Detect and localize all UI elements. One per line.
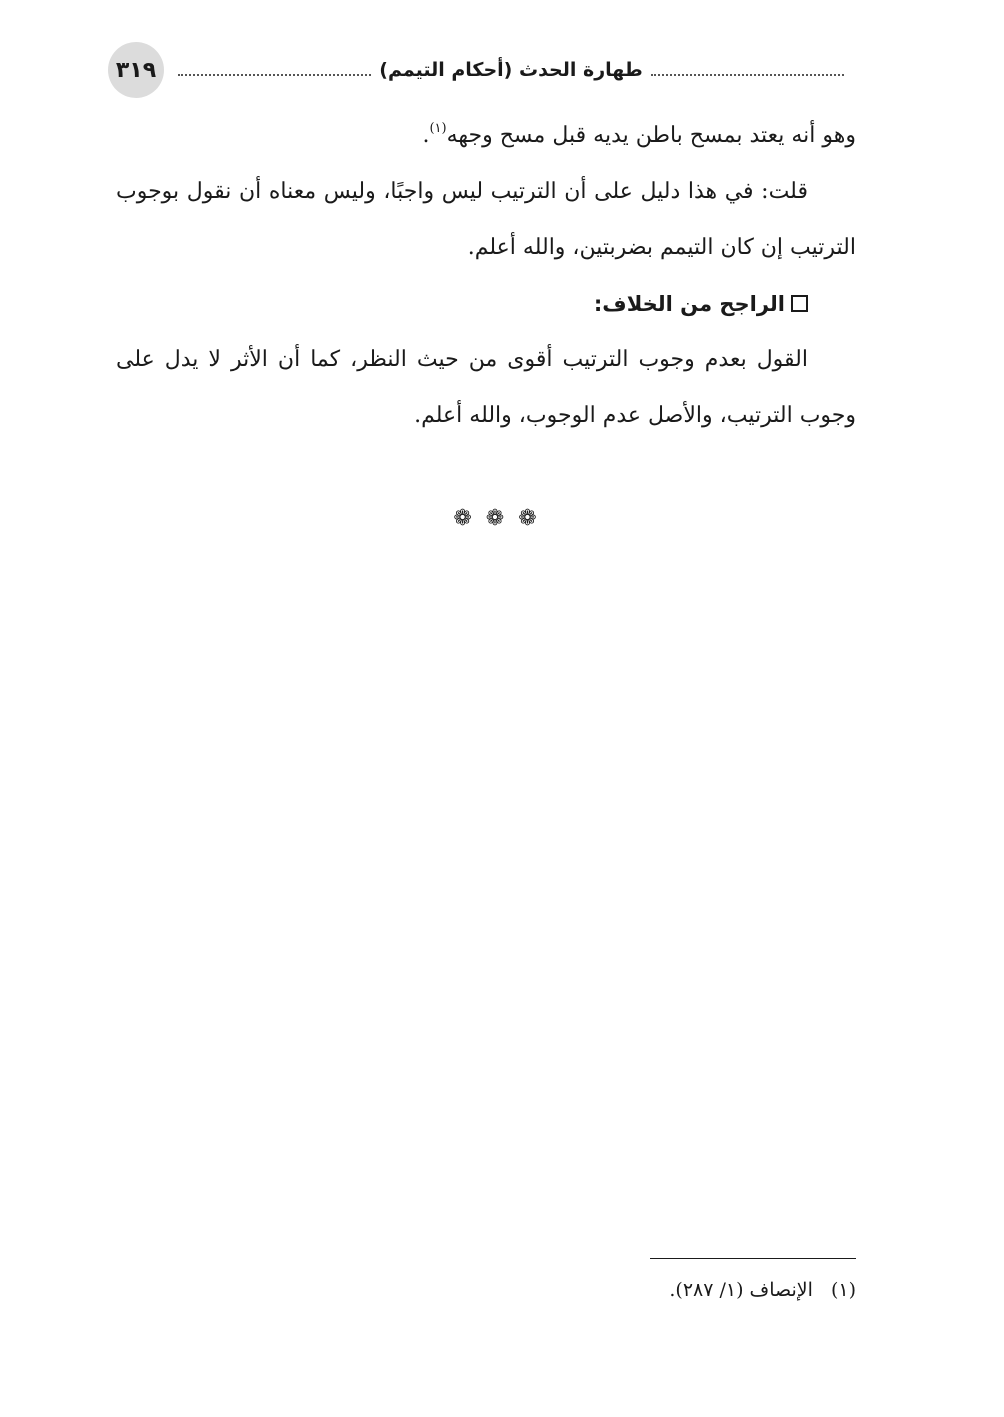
- section-heading-text: الراجح من الخلاف:: [593, 292, 785, 316]
- page-number-badge: [108, 42, 164, 98]
- paragraph-3: القول بعدم وجوب الترتيب أقوى من حيث النظر، كما أن الأثر لا يدل على وجوب الترتيب، والأصل عدم الوجوب، والله أعلم.: [116, 347, 856, 428]
- paragraph-1-text: وهو أنه يعتد بمسح باطن يديه قبل مسح وجهه: [446, 123, 856, 148]
- footnote-text: الإنصاف (١/ ٢٨٧).: [669, 1279, 813, 1301]
- header-leader-dots-right: [651, 74, 844, 76]
- footnote-reference[interactable]: (١): [429, 121, 447, 136]
- paragraph-1-end: .: [422, 123, 430, 148]
- flower-ornament-icon: ❁❁❁: [453, 506, 551, 531]
- main-text: [116, 108, 856, 444]
- page-number: ٣١٩: [115, 57, 157, 83]
- running-header: [178, 52, 844, 88]
- paragraph-2: قلت: في هذا دليل على أن الترتيب ليس واجبًا، وليس معناه أن نقول بوجوب الترتيب إن كان التيمم بضربتين، والله أعلم.: [116, 179, 856, 260]
- section-heading: [116, 276, 856, 332]
- checkbox-icon: [791, 295, 808, 312]
- footnote-number: (١): [830, 1279, 856, 1301]
- header-leader-dots-left: [178, 74, 371, 76]
- footnote-divider: [650, 1258, 856, 1259]
- paragraph-1: [116, 108, 856, 164]
- footnote: [500, 1274, 856, 1306]
- running-title: طهارة الحدث (أحكام التيمم): [379, 59, 643, 81]
